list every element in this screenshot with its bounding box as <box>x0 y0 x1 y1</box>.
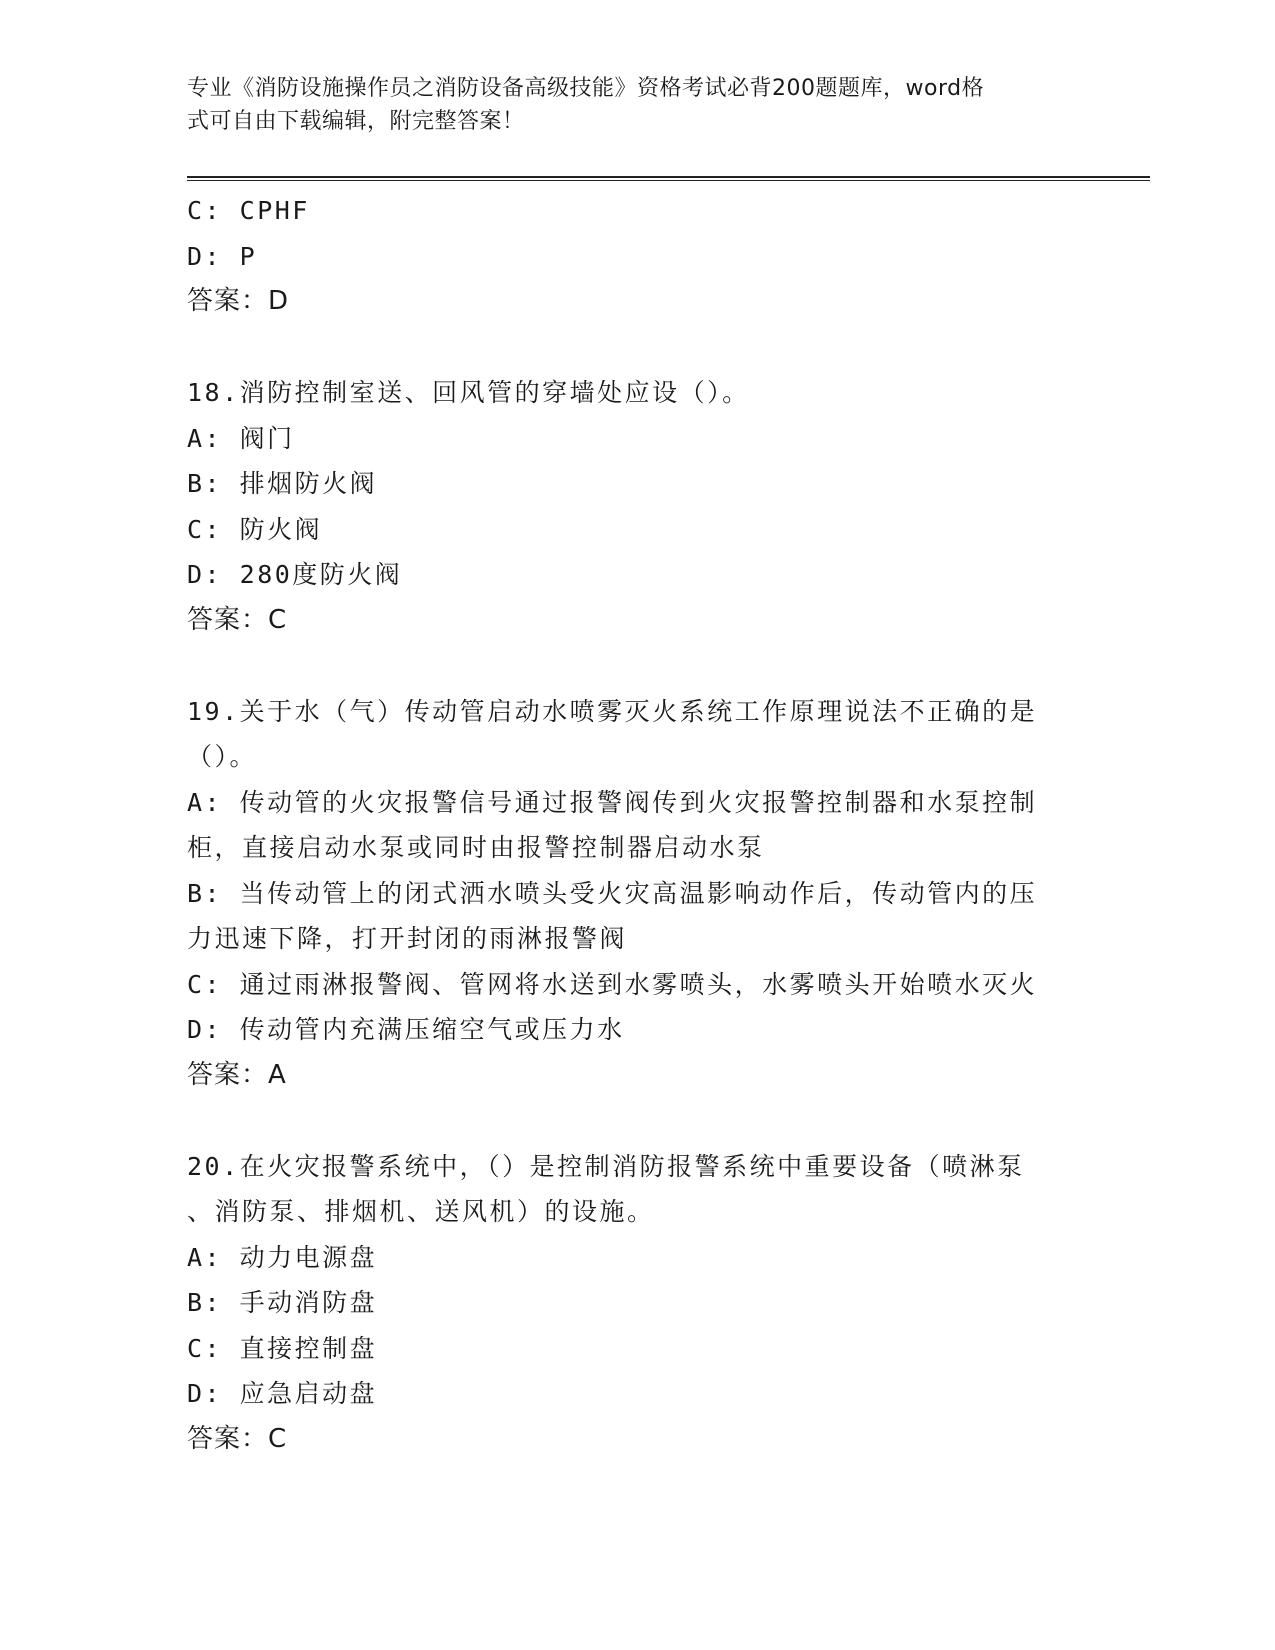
q20-option-b: B: 手动消防盘 <box>187 1288 378 1317</box>
q19-answer: 答案：A <box>187 1059 287 1090</box>
spacer <box>187 643 1087 689</box>
q18-stem: 18.消防控制室送、回风管的穿墙处应设（）。 <box>187 378 750 407</box>
q20-stem-line-1: 20.在火灾报警系统中，（）是控制消防报警系统中重要设备（喷淋泵 <box>187 1151 1025 1181</box>
spacer <box>187 1098 1087 1144</box>
q19-option-b-line-2: 力迅速下降，打开封闭的雨淋报警阀 <box>187 924 628 953</box>
q18-answer: 答案：C <box>187 604 288 635</box>
question-18 <box>187 370 1087 643</box>
q17-option-c: C: CPHF <box>187 196 310 225</box>
q20-option-c: C: 直接控制盘 <box>187 1333 378 1363</box>
q18-option-c: C: 防火阀 <box>187 514 323 544</box>
spacer <box>187 325 1087 371</box>
q18-option-d: D: 280度防火阀 <box>187 560 403 589</box>
q20-answer: 答案：C <box>187 1423 288 1454</box>
q20-stem-line-2: 、消防泵、排烟机、送风机）的设施。 <box>187 1197 655 1226</box>
q17-option-d: D: P <box>187 241 258 271</box>
q17-answer: 答案：D <box>187 286 290 316</box>
document-body <box>187 188 1087 1462</box>
q19-option-a-line-2: 柜，直接启动水泵或同时由报警控制器启动水泵 <box>187 833 765 862</box>
q18-option-a: A: 阀门 <box>187 423 295 453</box>
q19-stem-line-1: 19.关于水（气）传动管启动水喷雾灭火系统工作原理说法不正确的是 <box>187 696 1038 726</box>
q19-option-b-line-1: B: 当传动管上的闭式洒水喷头受火灾高温影响动作后，传动管内的压 <box>187 878 1038 908</box>
question-20 <box>187 1144 1087 1463</box>
q20-option-d: D: 应急启动盘 <box>187 1379 378 1408</box>
header-divider <box>187 176 1150 181</box>
header-line-2: 式可自由下载编辑，附完整答案！ <box>187 109 525 134</box>
q19-option-a-line-1: A: 传动管的火灾报警信号通过报警阀传到火灾报警控制器和水泵控制 <box>187 787 1038 817</box>
page-header <box>187 72 1067 138</box>
q18-option-b: B: 排烟防火阀 <box>187 469 378 498</box>
header-line-1: 专业《消防设施操作员之消防设备高级技能》资格考试必背200题题库，word格 <box>187 76 985 101</box>
question-19 <box>187 689 1087 1099</box>
question-17-tail <box>187 188 1087 325</box>
q19-option-d: D: 传动管内充满压缩空气或压力水 <box>187 1015 625 1044</box>
q19-option-c: C: 通过雨淋报警阀、管网将水送到水雾喷头，水雾喷头开始喷水灭火 <box>187 969 1038 999</box>
q20-option-a: A: 动力电源盘 <box>187 1242 378 1272</box>
q19-stem-line-2: （）。 <box>187 742 258 771</box>
